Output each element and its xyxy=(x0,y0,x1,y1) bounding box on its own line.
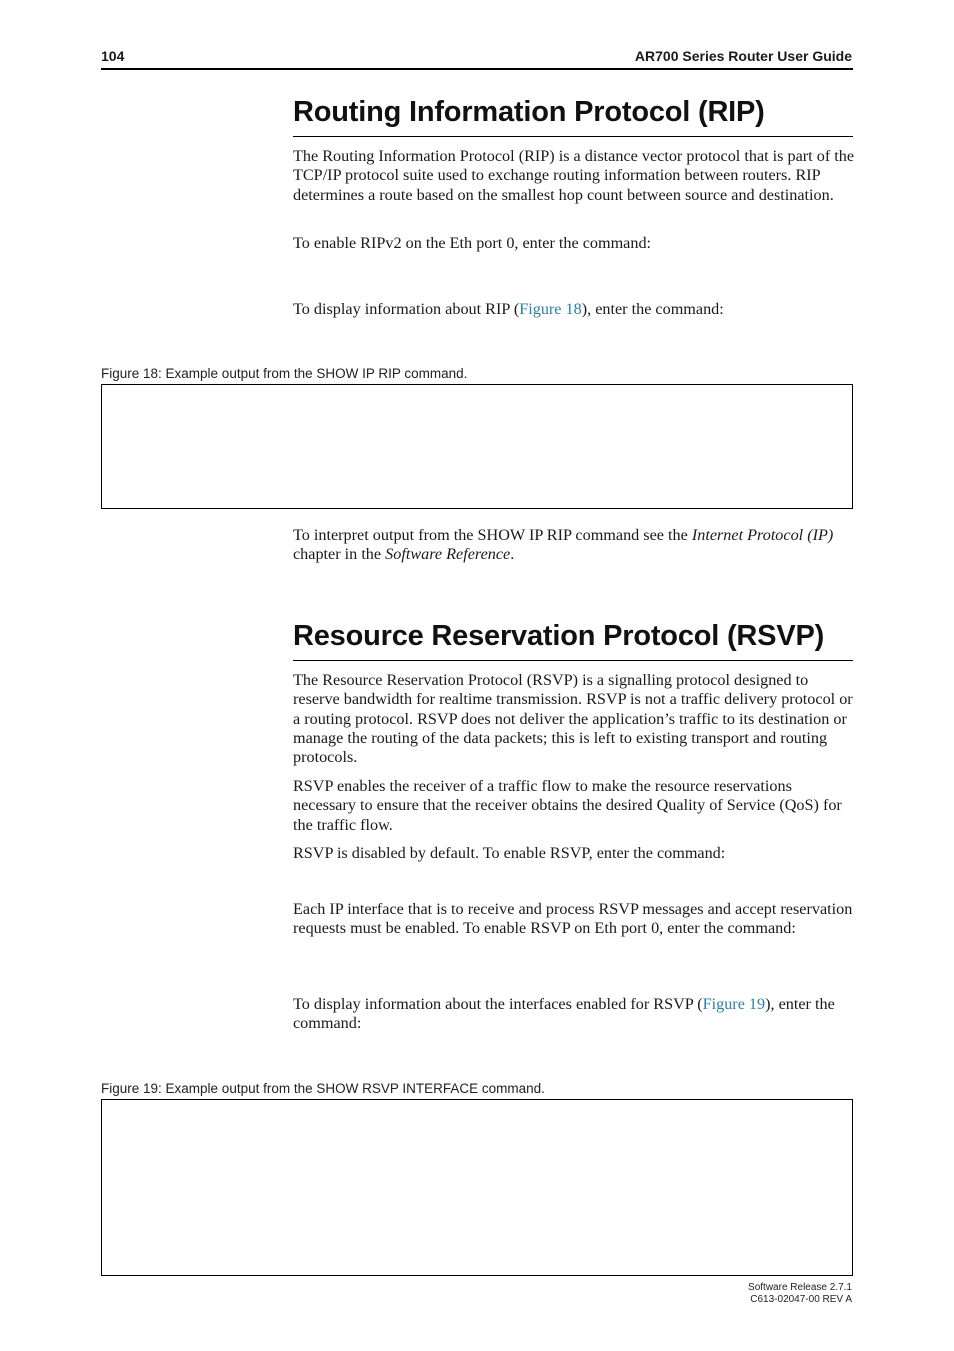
rip-heading-rule xyxy=(293,136,853,137)
rsvp-heading-rule xyxy=(293,660,853,661)
figure-18-box xyxy=(101,384,853,509)
figure-19-box xyxy=(101,1099,853,1276)
figure-18-caption: Figure 18: Example output from the SHOW IP RIP command. xyxy=(101,366,468,381)
page-number: 104 xyxy=(101,48,125,64)
internet-protocol-reference: Internet Protocol (IP) xyxy=(691,526,834,544)
rip-intro-paragraph: The Routing Information Protocol (RIP) is a distance vector protocol that is part of the TCP/IP protocol suite used to exchange routing information between routers. RIP determines a route based on the smallest hop count between source and destination. xyxy=(293,147,855,204)
figure-19-link[interactable]: Figure 19 xyxy=(702,995,766,1013)
rip-interpret-text-end: . xyxy=(510,545,515,564)
rip-display-paragraph xyxy=(293,300,855,319)
rsvp-receiver-paragraph: RSVP enables the receiver of a traffic flow to make the resource reservations necessary to ensure that the receiver obtains the desired Quality of Service (QoS) for the traffic flow. xyxy=(293,777,842,834)
software-release: Software Release 2.7.1 xyxy=(748,1282,852,1293)
figure-19-caption: Figure 19: Example output from the SHOW RSVP INTERFACE command. xyxy=(101,1081,545,1096)
rip-enable-paragraph: To enable RIPv2 on the Eth port 0, enter the command: xyxy=(293,234,652,252)
rsvp-disabled-paragraph: RSVP is disabled by default. To enable RSVP, enter the command: xyxy=(293,844,726,862)
rip-display-text-end: ), enter the command: xyxy=(581,300,724,318)
header-rule xyxy=(101,68,853,70)
rsvp-intro-paragraph: The Resource Reservation Protocol (RSVP) is a signalling protocol designed to reserve bandwidth for realtime transmission. RSVP is not a traffic delivery protocol or a routing protocol. RSVP does not deliver the application’s traffic to its destination or manage the routing of the data packets; this is left to existing transport and routing protocols. xyxy=(293,671,853,767)
rip-interpret-text-start: To interpret output from the SHOW IP RIP command see the xyxy=(293,526,692,544)
rsvp-interface-paragraph: Each IP interface that is to receive and process RSVP messages and accept reservation requests must be enabled. To enable RSVP on Eth port 0, enter the command: xyxy=(293,900,853,938)
rip-display-text-start: To display information about RIP ( xyxy=(293,300,520,318)
rsvp-display-text-end: ), enter the command: xyxy=(293,995,835,1033)
rsvp-display-paragraph xyxy=(293,995,855,1034)
figure-18-link[interactable]: Figure 18 xyxy=(519,300,582,318)
rsvp-display-text-start: To display information about the interfaces enabled for RSVP ( xyxy=(293,995,703,1013)
book-title: AR700 Series Router User Guide xyxy=(634,48,852,64)
rsvp-heading: Resource Reservation Protocol (RSVP) xyxy=(293,620,825,652)
rip-heading: Routing Information Protocol (RIP) xyxy=(293,96,765,128)
rip-interpret-paragraph xyxy=(293,526,855,565)
document-id: C613-02047-00 REV A xyxy=(750,1294,852,1305)
software-reference-title: Software Reference xyxy=(385,545,511,564)
rip-interpret-text-mid: chapter in the xyxy=(293,545,386,564)
